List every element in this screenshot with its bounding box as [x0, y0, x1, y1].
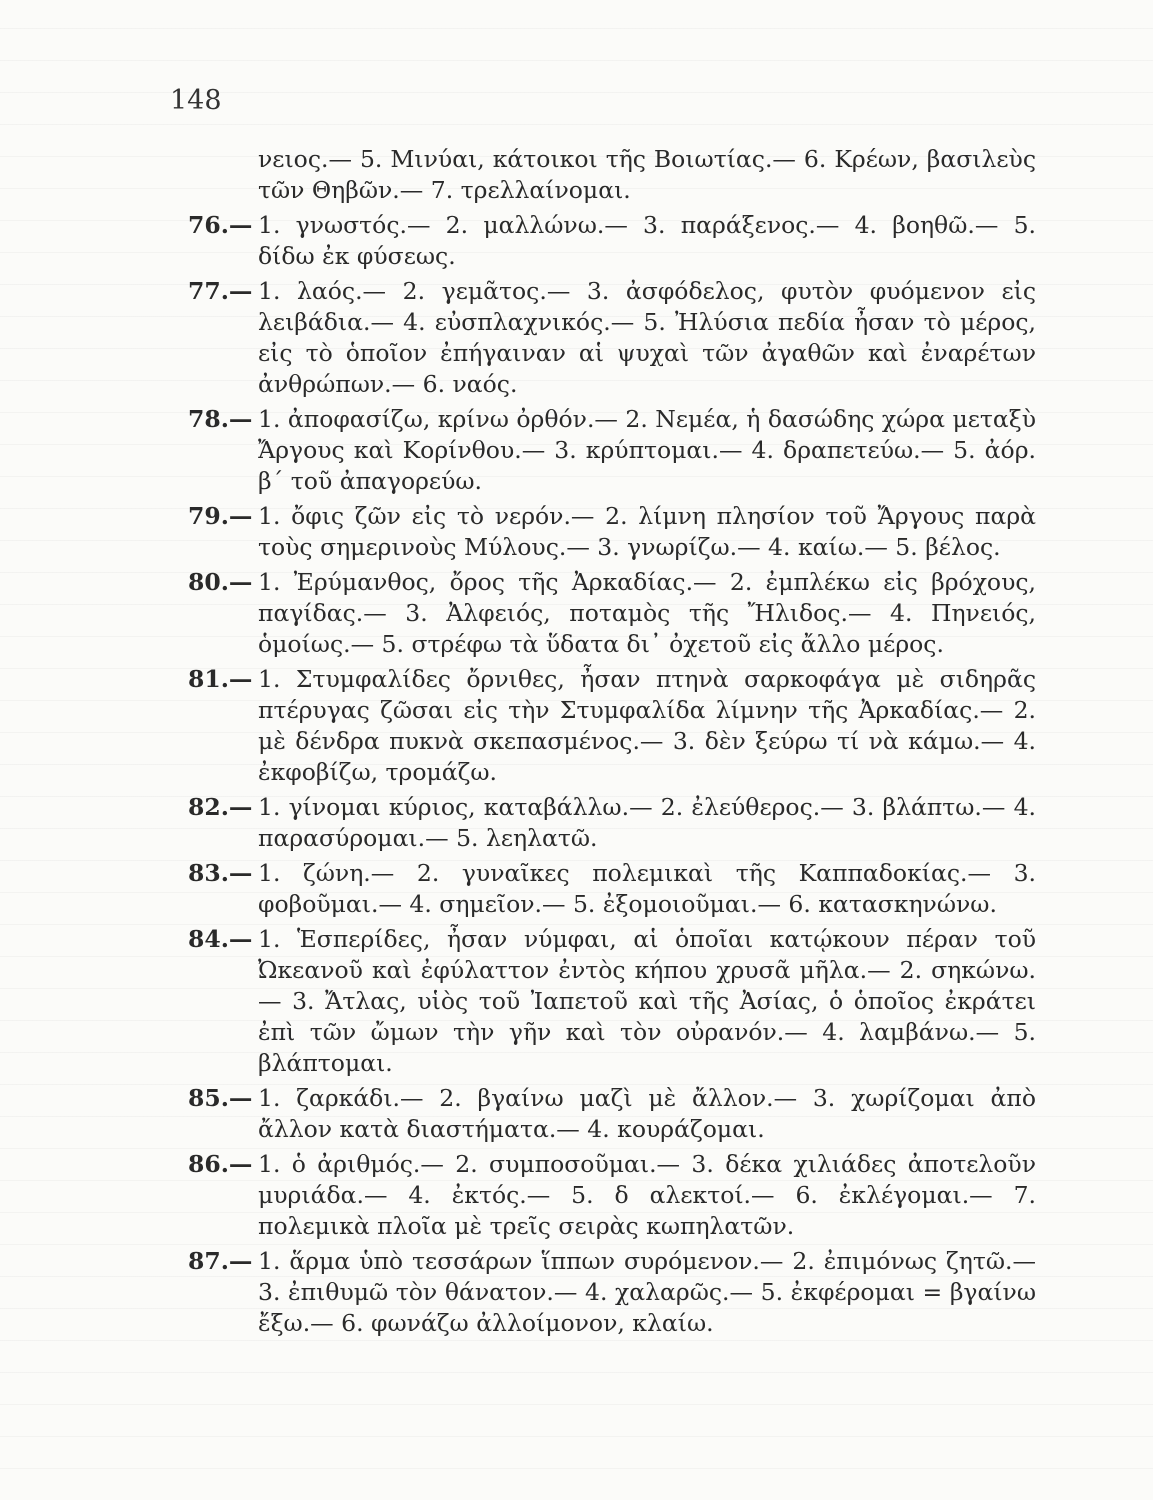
- entry-text: 1. Ἑσπερίδες, ἦσαν νύμφαι, αἱ ὁποῖαι κατῴκουν πέραν τοῦ Ὠκεανοῦ καὶ ἐφύλαττον ἐντὸς κήπου χρυσᾶ μῆλα.— 2. σηκώνω.— 3. Ἄτλας, υἱὸς τοῦ Ἰαπετοῦ καὶ τῆς Ἀσίας, ὁ ὁποῖος ἐκράτει ἐπὶ τῶν ὤμων τὴν γῆν καὶ τὸν οὐρανόν.— 4. λαμβάνω.— 5. βλάπτομαι.: [258, 925, 1036, 1077]
- glossary-entry: [188, 792, 1036, 854]
- glossary-entry: [188, 924, 1036, 1079]
- entry-number: 83.—: [188, 859, 253, 887]
- entry-text: 1. ἅρμα ὑπὸ τεσσάρων ἵππων συρόμενον.— 2. ἐπιμόνως ζητῶ.— 3. ἐπιθυμῶ τὸν θάνατον.— 4. χαλαρῶς.— 5. ἐκφέρομαι = βγαίνω ἔξω.— 6. φωνάζω ἀλλοίμονον, κλαίω.: [258, 1247, 1036, 1337]
- glossary-body: [188, 144, 1036, 1339]
- entry-number: 80.—: [188, 568, 253, 596]
- glossary-entry: [188, 858, 1036, 920]
- entry-text: 1. ὁ ἀριθμός.— 2. συμποσοῦμαι.— 3. δέκα χιλιάδες ἀποτελοῦν μυριάδα.— 4. ἐκτός.— 5. δ αλεκτοί.— 6. ἐκλέγομαι.— 7. πολεμικὰ πλοῖα μὲ τρεῖς σειρὰς κωπηλατῶν.: [258, 1150, 1036, 1240]
- entry-number: 76.—: [188, 211, 253, 239]
- entry-number: 81.—: [188, 665, 253, 693]
- entry-number: 85.—: [188, 1084, 253, 1112]
- entry-text: 1. γίνομαι κύριος, καταβάλλω.— 2. ἐλεύθερος.— 3. βλάπτω.— 4. παρασύρομαι.— 5. λεηλατῶ.: [258, 793, 1036, 852]
- continuation-text: νειος.— 5. Μινύαι, κάτοικοι τῆς Βοιωτίας.— 6. Κρέων, βασιλεὺς τῶν Θηβῶν.— 7. τρελλαίνομαι.: [258, 145, 1036, 204]
- glossary-entry: [188, 1246, 1036, 1339]
- entry-number: 78.—: [188, 405, 253, 433]
- entry-list: [188, 210, 1036, 1339]
- entry-text: 1. Ἐρύμανθος, ὄρος τῆς Ἀρκαδίας.— 2. ἐμπλέκω εἰς βρόχους, παγίδας.— 3. Ἀλφειός, ποταμὸς τῆς Ἤλιδος.— 4. Πηνειός, ὁμοίως.— 5. στρέφω τὰ ὕδατα δι᾽ ὀχετοῦ εἰς ἄλλο μέρος.: [258, 568, 1036, 658]
- entry-text: 1. ὄφις ζῶν εἰς τὸ νερόν.— 2. λίμνη πλησίον τοῦ Ἄργους παρὰ τοὺς σημερινοὺς Μύλους.— 3. γνωρίζω.— 4. καίω.— 5. βέλος.: [258, 502, 1036, 561]
- entry-text: 1. λαός.— 2. γεμᾶτος.— 3. ἀσφόδελος, φυτὸν φυόμενον εἰς λειβάδια.— 4. εὐσπλαχνικός.— 5. Ἠλύσια πεδία ἦσαν τὸ μέρος, εἰς τὸ ὁποῖον ἐπήγαιναν αἱ ψυχαὶ τῶν ἀγαθῶν καὶ ἐναρέτων ἀνθρώπων.— 6. ναός.: [258, 277, 1036, 398]
- glossary-entry: [188, 501, 1036, 563]
- entry-text: 1. ἀποφασίζω, κρίνω ὀρθόν.— 2. Νεμέα, ἡ δασώδης χώρα μεταξὺ Ἄργους καὶ Κορίνθου.— 3. κρύπτομαι.— 4. δραπετεύω.— 5. ἀόρ. β΄ τοῦ ἀπαγορεύω.: [258, 405, 1037, 495]
- entry-number: 86.—: [188, 1150, 253, 1178]
- entry-number: 84.—: [188, 925, 253, 953]
- glossary-entry: [188, 664, 1036, 788]
- page-number: 148: [170, 85, 222, 116]
- glossary-entry: [188, 1149, 1036, 1242]
- entry-number: 87.—: [188, 1247, 253, 1275]
- entry-text: 1. Στυμφαλίδες ὄρνιθες, ἦσαν πτηνὰ σαρκοφάγα μὲ σιδηρᾶς πτέρυγας ζῶσαι εἰς τὴν Στυμφαλίδα λίμνην τῆς Ἀρκαδίας.— 2. μὲ δένδρα πυκνὰ σκεπασμένος.— 3. δὲν ξεύρω τί νὰ κάμω.— 4. ἐκφοβίζω, τρομάζω.: [258, 665, 1036, 786]
- glossary-entry: [188, 210, 1036, 272]
- glossary-entry: [188, 404, 1036, 497]
- entry-number: 79.—: [188, 502, 253, 530]
- entry-number: 82.—: [188, 793, 253, 821]
- glossary-entry: [188, 276, 1036, 400]
- glossary-entry: [188, 1083, 1036, 1145]
- glossary-entry: [188, 567, 1036, 660]
- entry-text: 1. ζώνη.— 2. γυναῖκες πολεμικαὶ τῆς Καππαδοκίας.— 3. φοβοῦμαι.— 4. σημεῖον.— 5. ἐξομοιοῦμαι.— 6. κατασκηνώνω.: [258, 859, 1036, 918]
- entry-text: 1. γνωστός.— 2. μαλλώνω.— 3. παράξενος.— 4. βοηθῶ.— 5. δίδω ἐκ φύσεως.: [258, 211, 1036, 270]
- entry-text: 1. ζαρκάδι.— 2. βγαίνω μαζὶ μὲ ἄλλον.— 3. χωρίζομαι ἀπὸ ἄλλον κατὰ διαστήματα.— 4. κουράζομαι.: [258, 1084, 1036, 1143]
- entry-number: 77.—: [188, 277, 253, 305]
